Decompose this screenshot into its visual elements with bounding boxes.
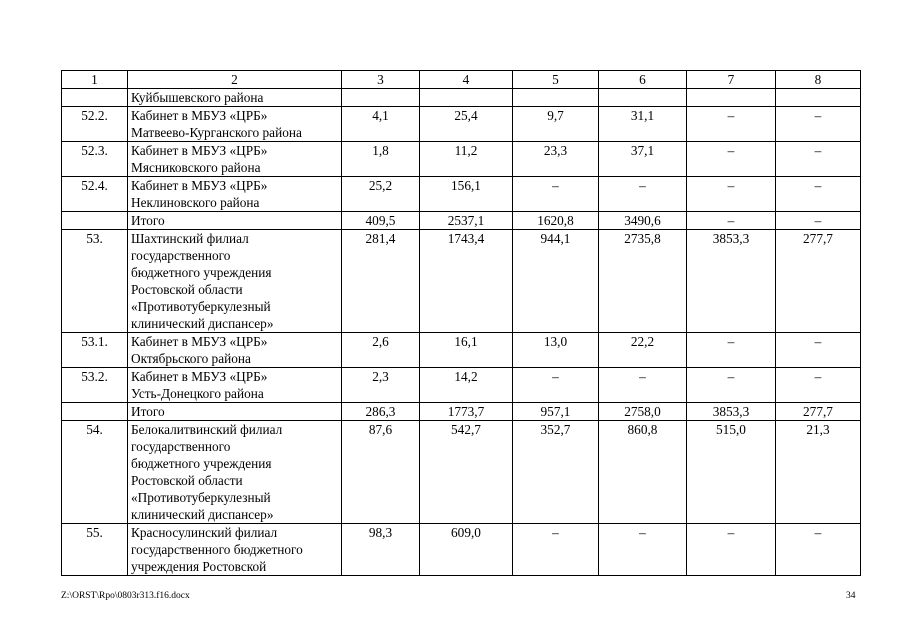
value-cell: – bbox=[776, 333, 861, 368]
row-name-line: Октябрьского района bbox=[131, 351, 251, 366]
value-cell: – bbox=[513, 524, 599, 576]
row-name-line: Матвеево-Курганского района bbox=[131, 125, 302, 140]
value-cell bbox=[599, 89, 687, 107]
table-row bbox=[62, 403, 861, 421]
table-row bbox=[62, 368, 861, 403]
value-cell bbox=[513, 89, 599, 107]
row-name-cell bbox=[128, 142, 342, 177]
value-cell: – bbox=[776, 107, 861, 142]
value-cell: – bbox=[776, 524, 861, 576]
row-name-cell bbox=[128, 177, 342, 212]
header-cell: 5 bbox=[513, 71, 599, 89]
value-cell: 281,4 bbox=[342, 230, 420, 333]
row-name-cell bbox=[128, 403, 342, 421]
row-name-line: Ростовской области bbox=[131, 473, 243, 488]
value-cell: – bbox=[599, 524, 687, 576]
row-number-cell: 53.1. bbox=[62, 333, 128, 368]
row-name-line: Кабинет в МБУЗ «ЦРБ» bbox=[131, 143, 268, 158]
row-name-line: Итого bbox=[131, 404, 165, 419]
value-cell: 2735,8 bbox=[599, 230, 687, 333]
header-cell: 2 bbox=[128, 71, 342, 89]
row-name-line: Кабинет в МБУЗ «ЦРБ» bbox=[131, 334, 268, 349]
value-cell bbox=[776, 89, 861, 107]
row-name-line: Неклиновского района bbox=[131, 195, 260, 210]
value-cell: 156,1 bbox=[420, 177, 513, 212]
table-row bbox=[62, 333, 861, 368]
row-number-cell bbox=[62, 89, 128, 107]
value-cell: 542,7 bbox=[420, 421, 513, 524]
table-row bbox=[62, 421, 861, 524]
value-cell: 16,1 bbox=[420, 333, 513, 368]
value-cell: 1620,8 bbox=[513, 212, 599, 230]
data-table bbox=[61, 70, 861, 576]
value-cell: 1,8 bbox=[342, 142, 420, 177]
value-cell: 3853,3 bbox=[687, 403, 776, 421]
row-name-line: Ростовской области bbox=[131, 282, 243, 297]
header-cell: 3 bbox=[342, 71, 420, 89]
value-cell: 2,6 bbox=[342, 333, 420, 368]
row-name-line: Мясниковского района bbox=[131, 160, 261, 175]
row-name-line: бюджетного учреждения bbox=[131, 456, 272, 471]
value-cell: 22,2 bbox=[599, 333, 687, 368]
value-cell: 98,3 bbox=[342, 524, 420, 576]
row-name-line: Кабинет в МБУЗ «ЦРБ» bbox=[131, 108, 268, 123]
value-cell: – bbox=[687, 107, 776, 142]
value-cell bbox=[342, 89, 420, 107]
row-name-cell bbox=[128, 524, 342, 576]
value-cell: – bbox=[776, 212, 861, 230]
row-name-line: «Противотуберкулезный bbox=[131, 490, 271, 505]
table-row bbox=[62, 212, 861, 230]
value-cell: 1743,4 bbox=[420, 230, 513, 333]
value-cell: 2758,0 bbox=[599, 403, 687, 421]
row-name-line: Итого bbox=[131, 213, 165, 228]
value-cell: 860,8 bbox=[599, 421, 687, 524]
row-number-cell: 52.4. bbox=[62, 177, 128, 212]
table-body bbox=[62, 71, 861, 576]
row-name-cell bbox=[128, 212, 342, 230]
value-cell: 14,2 bbox=[420, 368, 513, 403]
value-cell: – bbox=[599, 177, 687, 212]
value-cell: 609,0 bbox=[420, 524, 513, 576]
value-cell: – bbox=[599, 368, 687, 403]
row-name-line: клинический диспансер» bbox=[131, 316, 274, 331]
value-cell: 37,1 bbox=[599, 142, 687, 177]
row-number-cell: 52.3. bbox=[62, 142, 128, 177]
value-cell: 286,3 bbox=[342, 403, 420, 421]
value-cell: 21,3 bbox=[776, 421, 861, 524]
value-cell: – bbox=[513, 368, 599, 403]
value-cell: 87,6 bbox=[342, 421, 420, 524]
row-number-cell bbox=[62, 403, 128, 421]
value-cell: 25,2 bbox=[342, 177, 420, 212]
value-cell: 1773,7 bbox=[420, 403, 513, 421]
row-name-line: бюджетного учреждения bbox=[131, 265, 272, 280]
header-cell: 8 bbox=[776, 71, 861, 89]
footer-file-path: Z:\ORST\Rpo\0803r313.f16.docx bbox=[61, 591, 190, 601]
value-cell: 3853,3 bbox=[687, 230, 776, 333]
value-cell: 2,3 bbox=[342, 368, 420, 403]
row-name-line: Шахтинский филиал bbox=[131, 231, 249, 246]
row-name-line: Белокалитвинский филиал bbox=[131, 422, 283, 437]
value-cell bbox=[420, 89, 513, 107]
header-cell: 7 bbox=[687, 71, 776, 89]
header-cell: 4 bbox=[420, 71, 513, 89]
value-cell: – bbox=[687, 368, 776, 403]
header-cell: 1 bbox=[62, 71, 128, 89]
value-cell: 277,7 bbox=[776, 403, 861, 421]
row-number-cell: 55. bbox=[62, 524, 128, 576]
row-name-cell bbox=[128, 333, 342, 368]
value-cell: 13,0 bbox=[513, 333, 599, 368]
table-row bbox=[62, 89, 861, 107]
row-number-cell bbox=[62, 212, 128, 230]
value-cell: 23,3 bbox=[513, 142, 599, 177]
table-row bbox=[62, 142, 861, 177]
value-cell: – bbox=[776, 177, 861, 212]
row-name-line: «Противотуберкулезный bbox=[131, 299, 271, 314]
value-cell: 11,2 bbox=[420, 142, 513, 177]
table-row bbox=[62, 524, 861, 576]
value-cell: – bbox=[687, 333, 776, 368]
value-cell: – bbox=[687, 177, 776, 212]
table-header-row bbox=[62, 71, 861, 89]
page-number: 34 bbox=[846, 591, 856, 601]
row-name-cell bbox=[128, 421, 342, 524]
row-name-line: клинический диспансер» bbox=[131, 507, 274, 522]
value-cell: 3490,6 bbox=[599, 212, 687, 230]
value-cell: 957,1 bbox=[513, 403, 599, 421]
value-cell: 409,5 bbox=[342, 212, 420, 230]
table-row bbox=[62, 230, 861, 333]
value-cell bbox=[687, 89, 776, 107]
value-cell: – bbox=[776, 368, 861, 403]
value-cell: – bbox=[776, 142, 861, 177]
value-cell: – bbox=[687, 142, 776, 177]
value-cell: 944,1 bbox=[513, 230, 599, 333]
value-cell: 352,7 bbox=[513, 421, 599, 524]
header-cell: 6 bbox=[599, 71, 687, 89]
row-name-line: Кабинет в МБУЗ «ЦРБ» bbox=[131, 369, 268, 384]
value-cell: 25,4 bbox=[420, 107, 513, 142]
row-name-line: государственного бюджетного bbox=[131, 542, 303, 557]
value-cell: 4,1 bbox=[342, 107, 420, 142]
row-name-cell bbox=[128, 89, 342, 107]
row-name-line: Усть-Донецкого района bbox=[131, 386, 264, 401]
row-number-cell: 53. bbox=[62, 230, 128, 333]
row-name-line: государственного bbox=[131, 248, 231, 263]
row-number-cell: 54. bbox=[62, 421, 128, 524]
value-cell: – bbox=[513, 177, 599, 212]
value-cell: 277,7 bbox=[776, 230, 861, 333]
value-cell: – bbox=[687, 212, 776, 230]
value-cell: 2537,1 bbox=[420, 212, 513, 230]
row-number-cell: 53.2. bbox=[62, 368, 128, 403]
value-cell: 9,7 bbox=[513, 107, 599, 142]
row-name-line: учреждения Ростовской bbox=[131, 559, 267, 574]
value-cell: 515,0 bbox=[687, 421, 776, 524]
row-name-line: Кабинет в МБУЗ «ЦРБ» bbox=[131, 178, 268, 193]
row-name-line: Куйбышевского района bbox=[131, 90, 264, 105]
table-row bbox=[62, 107, 861, 142]
value-cell: – bbox=[687, 524, 776, 576]
row-name-cell bbox=[128, 368, 342, 403]
row-name-cell bbox=[128, 107, 342, 142]
row-name-cell bbox=[128, 230, 342, 333]
value-cell: 31,1 bbox=[599, 107, 687, 142]
row-number-cell: 52.2. bbox=[62, 107, 128, 142]
row-name-line: Красносулинский филиал bbox=[131, 525, 278, 540]
table-row bbox=[62, 177, 861, 212]
row-name-line: государственного bbox=[131, 439, 231, 454]
